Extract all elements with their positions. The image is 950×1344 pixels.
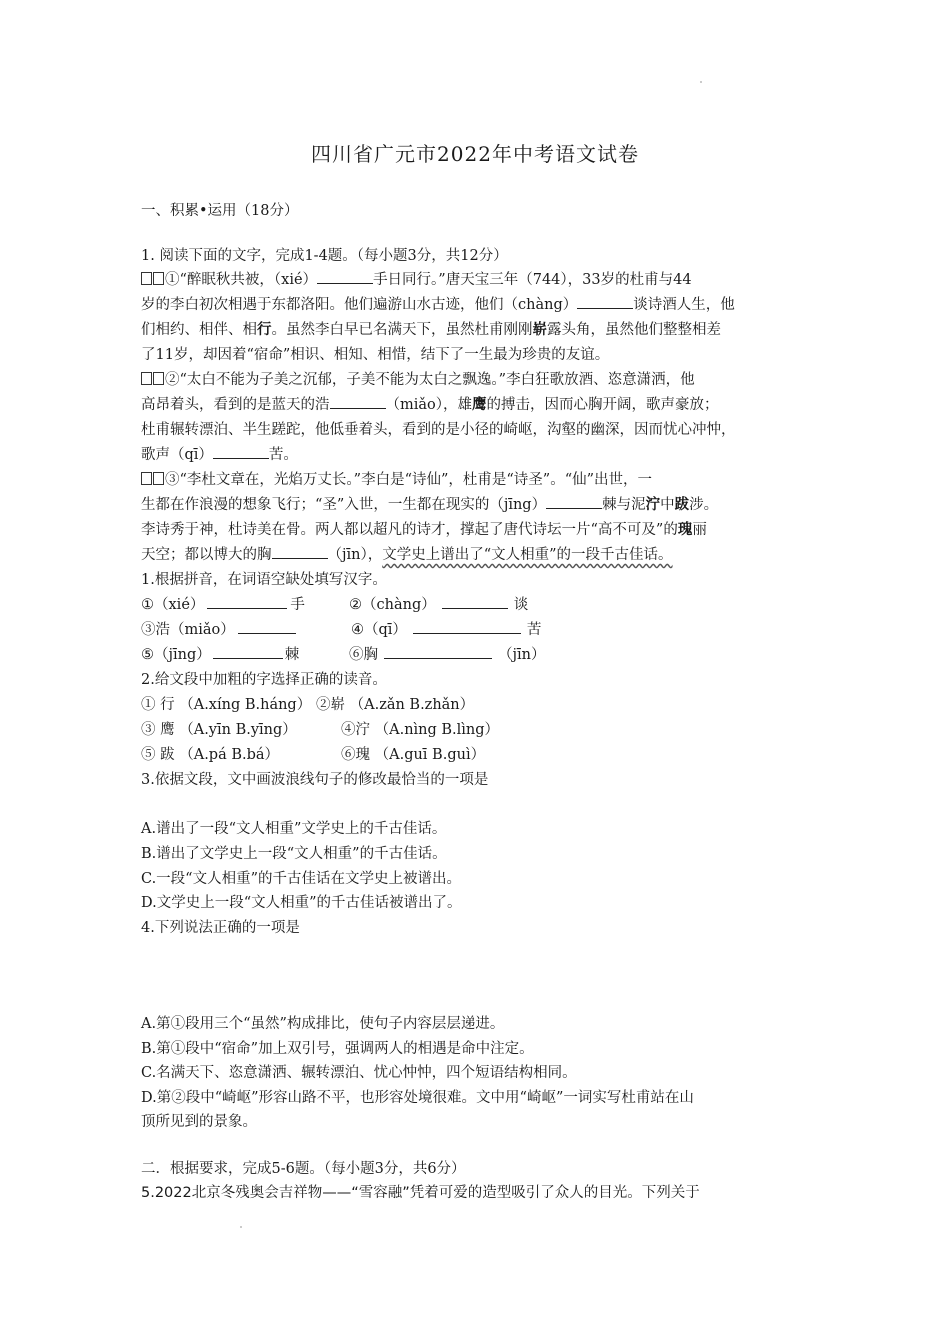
bold-char-ba: 跋 (674, 496, 690, 513)
text: ⑤ 跋 （A.pá B.bá） (141, 747, 280, 763)
subquestion-2-row-2 (141, 719, 821, 741)
text: 棘与泥 (602, 497, 646, 513)
answer-blank[interactable] (207, 594, 287, 609)
scan-speck (240, 1226, 242, 1228)
subquestion-1-prompt: 1.根据拼音，在词语空缺处填写汉字。 (141, 572, 387, 588)
option-3a[interactable]: A.谱出了一段“文人相重”文学史上的千古佳话。 (141, 821, 447, 837)
text: 岁的李白初次相遇于东都洛阳。他们遍游山水古迹，他们（chàng） (141, 297, 578, 313)
answer-blank[interactable] (213, 644, 283, 659)
scan-speck (700, 81, 702, 83)
missing-glyph-box (141, 472, 152, 485)
text: （jīn）， (327, 547, 383, 563)
section-1-heading: 一、积累•运用（18分） (141, 203, 299, 219)
blank-miao (330, 394, 386, 409)
text: 丽 (692, 522, 707, 538)
missing-glyph-box (153, 272, 164, 285)
section-2-heading: 二．根据要求，完成5-6题。（每小题3分，共6分） (141, 1161, 466, 1177)
para-1-line-4: 了11岁，却因着“宿命”相识、相知、相惜，结下了一生最为珍贵的友谊。 (141, 347, 610, 363)
bold-char-gui: 瑰 (677, 521, 693, 538)
para-2-line-2 (141, 394, 821, 416)
text: 的搏击，因而心胸开阔，歌声豪放； (486, 397, 719, 413)
option-3b[interactable]: B.谱出了文学史上一段“文人相重”的千古佳话。 (141, 846, 447, 862)
missing-glyph-box (153, 372, 164, 385)
text: ⑤（jīng） (141, 647, 211, 663)
text: （jīn） (498, 647, 546, 663)
para-3-line-3 (141, 519, 821, 541)
text: ②崭 （A.zǎn B.zhǎn） (316, 697, 475, 713)
text: ① 行 （A.xíng B.háng） (141, 697, 312, 713)
text: 生都在作浪漫的想象飞行；“圣”入世，一生都在现实的（jīng） (141, 497, 547, 513)
blank-qi (213, 444, 269, 459)
text: 中 (660, 497, 675, 513)
text: （miǎo），雄 (385, 397, 473, 413)
option-4b[interactable]: B.第①段中“宿命”加上双引号，强调两人的相遇是命中注定。 (141, 1041, 534, 1057)
para-3-line-1 (141, 469, 821, 491)
text: 手 (290, 597, 305, 613)
text: ②（chàng） (349, 597, 436, 613)
option-4d-line-2[interactable]: 顶所见到的景象。 (141, 1114, 257, 1130)
text: ①（xié） (141, 597, 205, 613)
text: ③浩（miǎo） (141, 622, 235, 638)
bold-char-zhan: 崭 (532, 321, 547, 338)
question-5-text: 5.2022北京冬残奥会吉祥物——“雪容融”凭着可爱的造型吸引了众人的目光。下列关于 (141, 1185, 700, 1201)
text: ①“醉眠秋共被，（xié） (165, 272, 318, 288)
text: ⑥瑰 （A.guī B.guì） (341, 747, 486, 763)
para-3-line-4 (141, 544, 821, 566)
subquestion-2-row-1 (141, 694, 821, 716)
answer-blank[interactable] (413, 619, 521, 634)
missing-glyph-box (141, 372, 152, 385)
answer-blank[interactable] (384, 644, 492, 659)
col-2 (351, 619, 541, 641)
col-2 (349, 594, 528, 616)
missing-glyph-box (153, 472, 164, 485)
text: 天空；都以博大的胸 (141, 547, 272, 563)
blank-chang (577, 294, 633, 309)
text: 歌声（qī） (141, 447, 213, 463)
text: 们相约、相伴、相 (141, 322, 257, 338)
text: 手日同行。”唐天宝三年（744），33岁的杜甫与44 (373, 272, 692, 288)
exam-title: 四川省广元市2022年中考语文试卷 (311, 142, 639, 166)
bold-char-xing: 行 (257, 321, 272, 338)
text: 涉。 (689, 497, 719, 513)
answer-blank[interactable] (442, 594, 508, 609)
text: ③ 鹰 （A.yīn B.yīng） (141, 722, 297, 738)
subquestion-1-row-1 (141, 594, 821, 616)
text: 苦。 (268, 447, 298, 463)
option-4a[interactable]: A.第①段用三个“虽然”构成排比，使句子内容层层递进。 (141, 1016, 505, 1032)
subquestion-4-prompt: 4.下列说法正确的一项是 (141, 920, 300, 936)
missing-glyph-box (141, 272, 152, 285)
para-1-line-1 (141, 269, 821, 291)
para-3-line-2 (141, 494, 821, 516)
text: 高昂着头，看到的是蓝天的浩 (141, 397, 330, 413)
text: ⑥胸 (349, 647, 378, 663)
option-3d[interactable]: D.文学史上一段“文人相重”的千古佳话被谱出了。 (141, 895, 462, 911)
subquestion-1-row-2 (141, 619, 821, 641)
text: ④（qī） (351, 622, 407, 638)
text: 苦 (526, 622, 542, 638)
subquestion-3-prompt: 3.依据文段，文中画波浪线句子的修改最恰当的一项是 (141, 772, 489, 788)
blank-xie (317, 269, 373, 284)
text: 李诗秀于神，杜诗美在骨。两人都以超凡的诗才，撑起了唐代诗坛一片“高不可及”的 (141, 522, 678, 538)
text: 谈诗酒人生，他 (633, 297, 735, 313)
question-1-intro: 1. 阅读下面的文字，完成1-4题。（每小题3分，共12分） (141, 248, 508, 264)
blank-jing (546, 494, 602, 509)
answer-blank[interactable] (238, 619, 296, 634)
text: 棘 (284, 647, 300, 663)
option-4c[interactable]: C.名满天下、恣意潇洒、辗转漂泊、忧心忡忡，四个短语结构相同。 (141, 1065, 577, 1081)
text: ③“李杜文章在，光焰万丈长。”李白是“诗仙”，杜甫是“诗圣”。“仙”出世，一 (165, 472, 653, 488)
text: 。虽然李白早已名满天下，虽然杜甫刚刚 (271, 322, 533, 338)
bold-char-ying: 鹰 (472, 396, 487, 413)
text: 谈 (513, 597, 529, 613)
subquestion-2-row-3 (141, 744, 821, 766)
bold-char-ning: 泞 (645, 496, 661, 513)
para-2-line-3: 杜甫辗转漂泊、半生蹉跎，他低垂着头，看到的是小径的崎岖，沟壑的幽深，因而忧心冲忡， (141, 422, 736, 438)
blank-jin (272, 544, 328, 559)
para-2-line-1 (141, 369, 821, 391)
para-2-line-4 (141, 444, 821, 466)
text: 露头角，虽然他们整整相差 (547, 322, 721, 338)
para-1-line-3 (141, 319, 821, 341)
text: ②“太白不能为子美之沉郁，子美不能为太白之飘逸。”李白狂歌放酒、恣意潇洒，他 (165, 372, 695, 388)
subquestion-1-row-3 (141, 644, 821, 666)
option-4d-line-1[interactable]: D.第②段中“崎岖”形容山路不平，也形容处境很难。文中用“崎岖”一词实写杜甫站在山 (141, 1090, 694, 1106)
wavy-underlined-sentence: 文学史上谱出了“文人相重”的一段千古佳话。 (382, 547, 673, 563)
option-3c[interactable]: C.一段“文人相重”的千古佳话在文学史上被谱出。 (141, 871, 462, 887)
para-1-line-2 (141, 294, 821, 316)
text: ④泞 （A.nìng B.lìng） (341, 722, 500, 738)
subquestion-2-prompt: 2.给文段中加粗的字选择正确的读音。 (141, 672, 387, 688)
col-2 (349, 644, 545, 666)
